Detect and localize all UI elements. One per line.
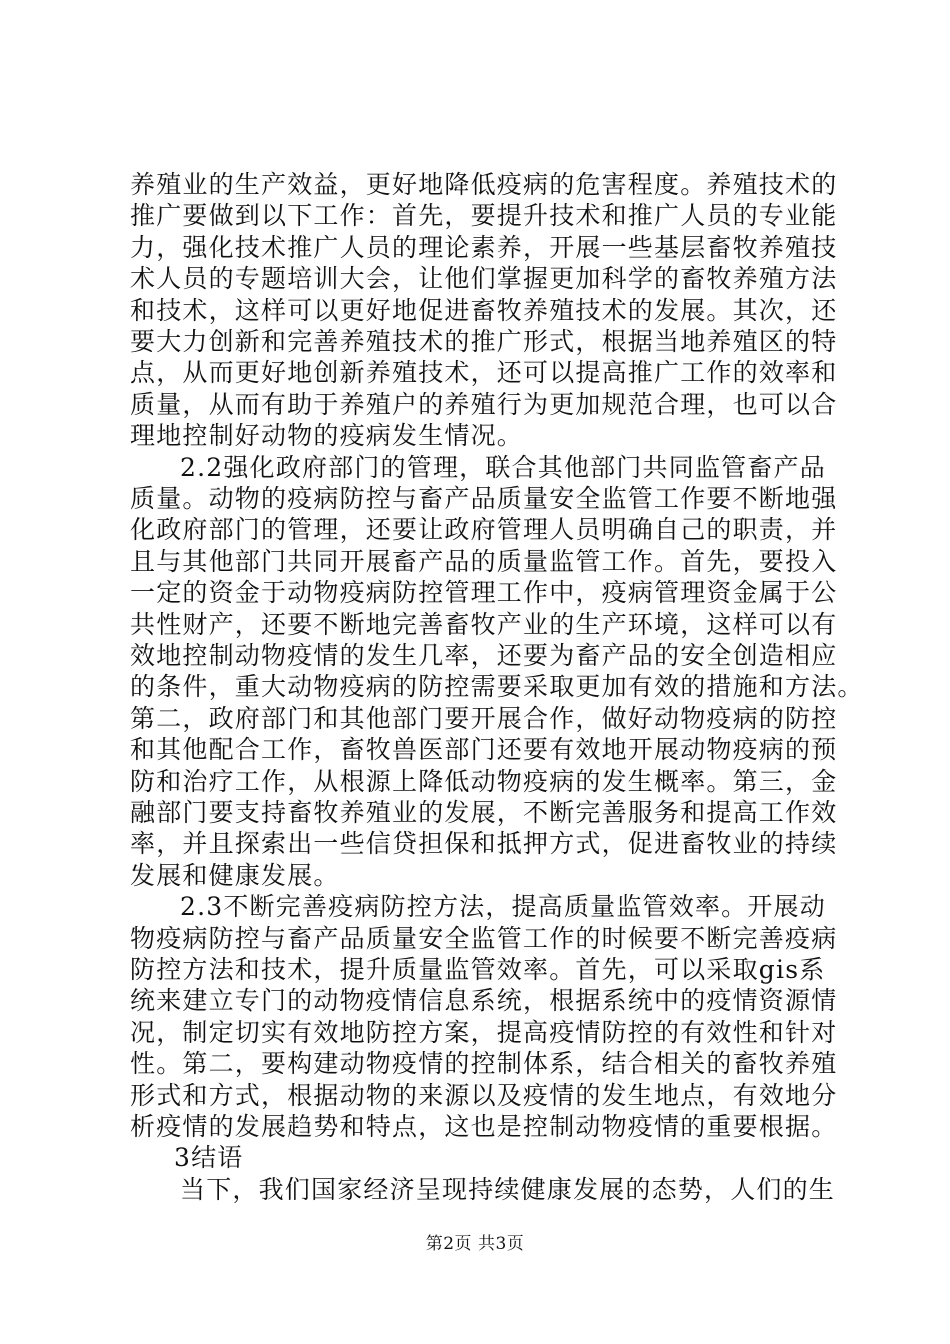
body-text-line: 的条件，重大动物疫病的防控需要采取更加有效的措施和方法。 [130, 672, 864, 701]
body-text-line: 况，制定切实有效地防控方案，提高疫情防控的有效性和针对 [130, 1018, 838, 1047]
body-text-line: 防和治疗工作，从根源上降低动物疫病的发生概率。第三，金 [130, 767, 838, 796]
body-text-line: 点，从而更好地创新养殖技术，还可以提高推广工作的效率和 [130, 358, 838, 387]
body-text-line: 质量。动物的疫病防控与畜产品质量安全监管工作要不断地强 [130, 484, 838, 513]
body-text-line: 第二，政府部门和其他部门要开展合作，做好动物疫病的防控 [130, 704, 838, 733]
body-text-line: 率，并且探索出一些信贷担保和抵押方式，促进畜牧业的持续 [130, 829, 838, 858]
page-footer: 第2页 共3页 [425, 1234, 525, 1254]
body-text-line: 析疫情的发展趋势和特点，这也是控制动物疫情的重要根据。 [130, 1112, 838, 1141]
body-text-line: 性。第二，要构建动物疫情的控制体系，结合相关的畜牧养殖 [130, 1049, 838, 1078]
body-text-line: 理地控制好动物的疫病发生情况。 [130, 421, 524, 450]
body-text-line: 力，强化技术推广人员的理论素养，开展一些基层畜牧养殖技 [130, 233, 838, 262]
section-heading: 2.2强化政府部门的管理，联合其他部门共同监管畜产品 [180, 453, 826, 482]
body-text-line: 统来建立专门的动物疫情信息系统，根据系统中的疫情资源情 [130, 986, 838, 1015]
body-text-line: 防控方法和技术，提升质量监管效率。首先，可以采取gis系 [130, 955, 826, 984]
body-text-line: 共性财产，还要不断地完善畜牧产业的生产环境，这样可以有 [130, 610, 838, 639]
section-heading-conclusion: 3结语 [174, 1143, 244, 1172]
body-text-line: 术人员的专题培训大会，让他们掌握更加科学的畜牧养殖方法 [130, 264, 838, 293]
body-text-line: 养殖业的生产效益，更好地降低疫病的危害程度。养殖技术的 [130, 170, 838, 199]
section-heading: 2.3不断完善疫病防控方法，提高质量监管效率。开展动 [180, 892, 826, 921]
body-text-line: 要大力创新和完善养殖技术的推广形式，根据当地养殖区的特 [130, 327, 838, 356]
body-text-line: 一定的资金于动物疫病防控管理工作中，疫病管理资金属于公 [130, 578, 838, 607]
body-text-line: 和技术，这样可以更好地促进畜牧养殖技术的发展。其次，还 [130, 296, 838, 325]
body-text-line: 融部门要支持畜牧养殖业的发展，不断完善服务和提高工作效 [130, 798, 838, 827]
body-text-line: 形式和方式，根据动物的来源以及疫情的发生地点，有效地分 [130, 1081, 838, 1110]
body-text-line: 发展和健康发展。 [130, 861, 340, 890]
body-text-line: 当下，我们国家经济呈现持续健康发展的态势，人们的生 [180, 1175, 836, 1204]
body-text-line: 和其他配合工作，畜牧兽医部门还要有效地开展动物疫病的预 [130, 735, 838, 764]
body-text-line: 效地控制动物疫情的发生几率，还要为畜产品的安全创造相应 [130, 641, 838, 670]
body-text-line: 推广要做到以下工作：首先，要提升技术和推广人员的专业能 [130, 201, 838, 230]
body-text-line: 质量，从而有助于养殖户的养殖行为更加规范合理，也可以合 [130, 390, 838, 419]
body-text-line: 物疫病防控与畜产品质量安全监管工作的时候要不断完善疫病 [130, 924, 838, 953]
body-text-line: 化政府部门的管理，还要让政府管理人员明确自己的职责，并 [130, 515, 838, 544]
body-text-line: 且与其他部门共同开展畜产品的质量监管工作。首先，要投入 [130, 547, 838, 576]
